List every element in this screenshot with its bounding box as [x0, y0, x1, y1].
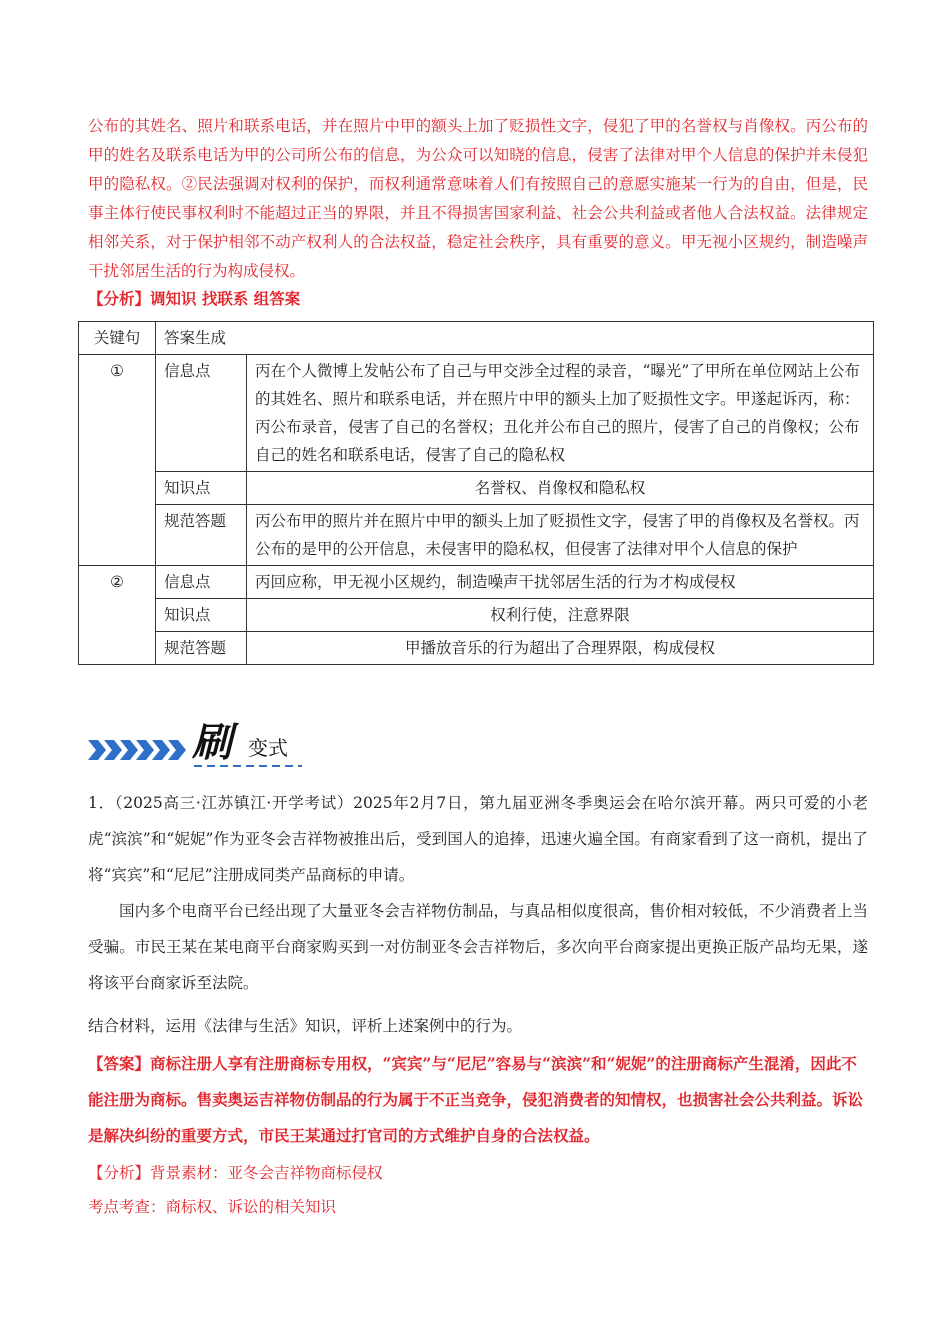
header-key-sentence: 关键句	[79, 322, 156, 355]
row-label: 信息点	[156, 566, 247, 599]
row-label: 规范答题	[156, 632, 247, 665]
answer-block	[88, 1046, 868, 1154]
table-row	[79, 472, 874, 505]
row-label: 知识点	[156, 472, 247, 505]
analysis-line-1: 【分析】背景素材：亚冬会吉祥物商标侵权	[88, 1164, 383, 1182]
table-header-row	[79, 322, 874, 355]
row-label: 信息点	[156, 355, 247, 472]
analysis-title: 【分析】调知识 找联系 组答案	[88, 289, 301, 308]
banner-label: 变式	[248, 736, 288, 760]
answer-tag: 【答案】	[88, 1054, 151, 1073]
row-text: 权利行使，注意界限	[247, 599, 874, 632]
group-number: ②	[79, 566, 156, 665]
question-prompt: 结合材料，运用《法律与生活》知识，评析上述案例中的行为。	[88, 1017, 523, 1035]
chevron-arrows-icon	[88, 740, 186, 760]
table-row	[79, 632, 874, 665]
question-material: 国内多个电商平台已经出现了大量亚冬会吉祥物仿制品，与真品相似度很高，售价相对较低，不少消费者上当受骗。市民王某在某电商平台商家购买到一对仿制亚冬会吉祥物后，多次向平台商家提出更换正版产品均无果，遂将该平台商家诉至法院。	[88, 902, 868, 992]
row-text: 丙公布甲的照片并在照片中甲的额头上加了贬损性文字，侵害了甲的肖像权及名誉权。丙公布的是甲的公开信息，未侵害甲的隐私权，但侵害了法律对甲个人信息的保护	[247, 505, 874, 566]
table-row	[79, 355, 874, 472]
table-row	[79, 599, 874, 632]
row-text: 名誉权、肖像权和隐私权	[247, 472, 874, 505]
row-text: 丙在个人微博上发帖公布了自己与甲交涉全过程的录音，“曝光”了甲所在单位网站上公布的其姓名、照片和联系电话，并在照片中甲的额头上加了贬损性文字。甲遂起诉丙，称：丙公布录音，侵害了自己的名誉权；丑化并公布自己的照片，侵害了自己的肖像权；公布自己的姓名和联系电话，侵害了自己的隐私权	[247, 355, 874, 472]
group-number: ①	[79, 355, 156, 566]
analysis-line-2: 考点考查：商标权、诉讼的相关知识	[88, 1198, 337, 1216]
answer-text: 商标注册人享有注册商标专用权，“宾宾”与“尼尼”容易与“滨滨”和“妮妮”的注册商标产生混淆，因此不能注册为商标。售卖奥运吉祥物仿制品的行为属于不正当竞争，侵犯消费者的知情权，也损害社会公共利益。诉讼是解决纠纷的重要方式，市民王某通过打官司的方式维护自身的合法权益。	[88, 1054, 864, 1145]
intro-paragraph: 公布的其姓名、照片和联系电话，并在照片中甲的额头上加了贬损性文字，侵犯了甲的名誉权与肖像权。丙公布的甲的姓名及联系电话为甲的公司所公布的信息，为公众可以知晓的信息，侵害了法律对甲个人信息的保护并未侵犯甲的隐私权。②民法强调对权利的保护，而权利通常意味着人们有按照自己的意愿实施某一行为的自由，但是，民事主体行使民事权利时不能超过正当的界限，并且不得损害国家利益、社会公共利益或者他人合法权益。法律规定相邻关系，对于保护相邻不动产权利人的合法权益，稳定社会秩序，具有重要的意义。甲无视小区规约，制造噪声干扰邻居生活的行为构成侵权。	[88, 117, 868, 280]
question-stem: 1．（2025高三·江苏镇江·开学考试）2025年2月7日，第九届亚洲冬季奥运会在哈尔滨开幕。两只可爱的小老虎“滨滨”和“妮妮”作为亚冬会吉祥物被推出后，受到国人的追捧，迅速火遍全国。有商家看到了这一商机，提出了将“宾宾”和“尼尼”注册成同类产品商标的申请。	[88, 794, 868, 884]
question-block	[88, 785, 868, 1001]
answer-table	[78, 321, 874, 665]
header-answer-generation: 答案生成	[156, 322, 874, 355]
brush-char: 刷	[192, 719, 232, 766]
table-row	[79, 566, 874, 599]
table-row	[79, 505, 874, 566]
row-text: 丙回应称，甲无视小区规约，制造噪声干扰邻居生活的行为才构成侵权	[247, 566, 874, 599]
row-label: 规范答题	[156, 505, 247, 566]
row-text: 甲播放音乐的行为超出了合理界限，构成侵权	[247, 632, 874, 665]
row-label: 知识点	[156, 599, 247, 632]
section-banner	[88, 712, 318, 772]
